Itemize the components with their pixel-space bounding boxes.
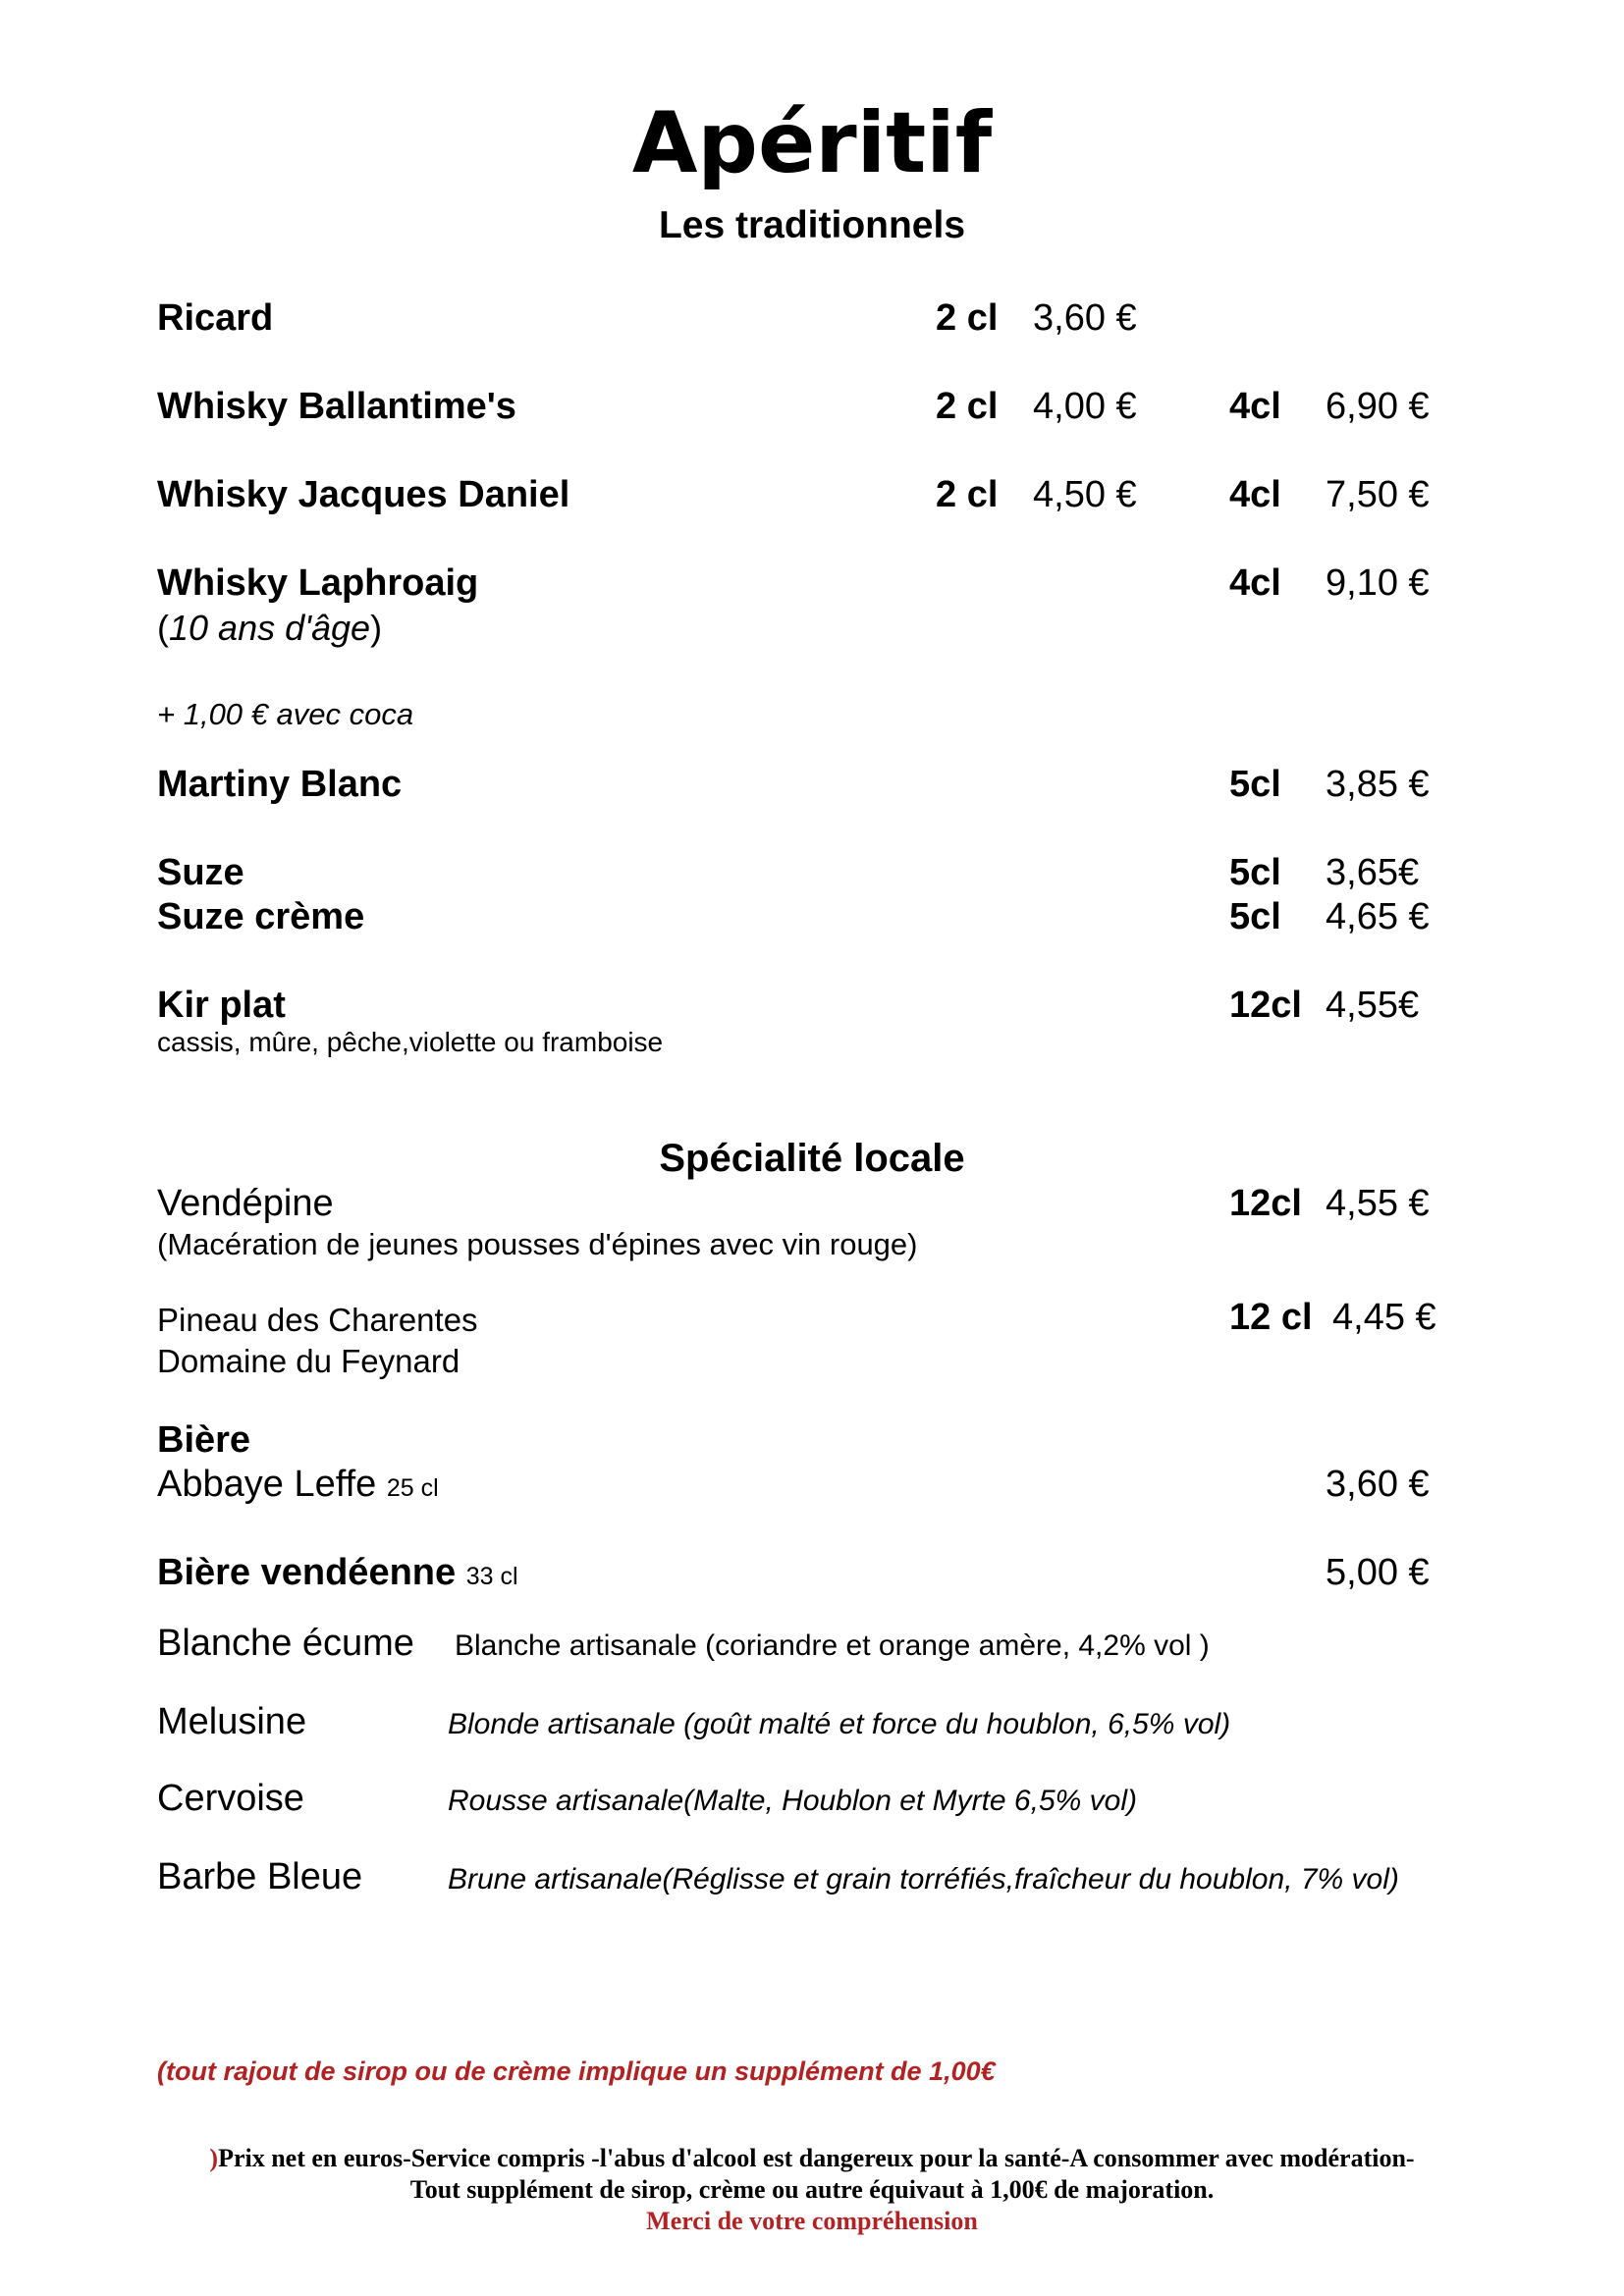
item-ballantimes-volume-small: 2 cl — [936, 386, 999, 427]
item-leffe-name: Abbaye Leffe — [157, 1464, 377, 1505]
item-laphroaig-price: 9,10 € — [1326, 562, 1430, 604]
item-suze-creme-volume: 5cl — [1229, 896, 1281, 937]
item-kir-name: Kir plat — [157, 985, 286, 1026]
item-ballantimes-price-large: 6,90 € — [1326, 386, 1430, 427]
craft-beer-description: Rousse artisanale(Malte, Houblon et Myrte 6,5% vol) — [448, 1785, 1137, 1817]
craft-beer-description: Brune artisanale(Réglisse et grain torréfiés,fraîcheur du houblon, 7% vol) — [448, 1863, 1399, 1896]
page-title: Apéritif — [631, 94, 993, 192]
item-ricard-volume: 2 cl — [936, 297, 999, 339]
footer-thanks: Merci de votre compréhension — [646, 2207, 978, 2235]
coca-supplement-note: + 1,00 € avec coca — [157, 697, 414, 731]
item-suze-price: 3,65€ — [1326, 852, 1420, 893]
section-heading-specialite: Spécialité locale — [659, 1137, 965, 1180]
item-vendepine-price: 4,55 € — [1326, 1183, 1430, 1224]
item-vendepine-name: Vendépine — [157, 1183, 334, 1224]
syrup-supplement-note: (tout rajout de sirop ou de crème implique un supplément de 1,00€ — [157, 2056, 996, 2086]
craft-beer-name: Melusine — [157, 1701, 307, 1742]
item-suze-name: Suze — [157, 852, 244, 893]
item-biere-vendeenne-size: 33 cl — [465, 1563, 518, 1590]
item-leffe-price: 3,60 € — [1326, 1464, 1430, 1505]
item-biere-vendeenne-price: 5,00 € — [1326, 1552, 1430, 1593]
craft-beer-description: Blanche artisanale (coriandre et orange amère, 4,2% vol ) — [455, 1629, 1210, 1662]
item-laphroaig-volume: 4cl — [1229, 562, 1281, 604]
item-ricard-price: 3,60 € — [1033, 297, 1137, 339]
item-ballantimes-price-small: 4,00 € — [1033, 386, 1137, 427]
item-ricard-name: Ricard — [157, 297, 274, 339]
item-laphroaig-name: Whisky Laphroaig — [157, 562, 479, 604]
craft-beer-name: Cervoise — [157, 1778, 304, 1819]
item-ballantimes-volume-large: 4cl — [1229, 386, 1281, 427]
item-pineau-volume: 12 cl — [1229, 1297, 1313, 1338]
craft-beer-name: Barbe Bleue — [157, 1856, 363, 1897]
item-laphroaig-age: (10 ans d'âge) — [157, 608, 383, 648]
item-pineau-name: Pineau des Charentes — [157, 1302, 478, 1338]
item-vendepine-volume: 12cl — [1229, 1183, 1302, 1224]
footer-legal-text: Prix net en euros-Service compris -l'abus d'alcool est dangereux pour la santé-A consommer avec modération- — [218, 2144, 1415, 2172]
section-heading-biere: Bière — [157, 1419, 251, 1461]
item-jacques-daniel-name: Whisky Jacques Daniel — [157, 474, 570, 515]
item-jacques-daniel-price-small: 4,50 € — [1033, 474, 1137, 515]
craft-beer-description: Blonde artisanale (goût malté et force du houblon, 6,5% vol) — [448, 1708, 1231, 1740]
footer-mark: ) — [209, 2144, 219, 2172]
item-jacques-daniel-price-large: 7,50 € — [1326, 474, 1430, 515]
item-martiny-name: Martiny Blanc — [157, 764, 403, 805]
item-kir-volume: 12cl — [1229, 985, 1302, 1026]
item-leffe-size: 25 cl — [386, 1474, 439, 1502]
footer-line-1 — [0, 2146, 1624, 2171]
item-martiny-price: 3,85 € — [1326, 764, 1430, 805]
item-suze-volume: 5cl — [1229, 852, 1281, 893]
item-pineau-price: 4,45 € — [1332, 1297, 1436, 1338]
item-suze-creme-price: 4,65 € — [1326, 896, 1430, 937]
item-kir-flavours: cassis, mûre, pêche,violette ou framboise — [157, 1027, 664, 1057]
item-vendepine-description: (Macération de jeunes pousses d'épines avec vin rouge) — [157, 1227, 918, 1261]
section-heading-traditionnels: Les traditionnels — [658, 204, 966, 246]
item-kir-price: 4,55€ — [1326, 985, 1420, 1026]
item-ballantimes-name: Whisky Ballantime's — [157, 386, 516, 427]
item-jacques-daniel-volume-small: 2 cl — [936, 474, 999, 515]
footer-line-2: Tout supplément de sirop, crème ou autre équivaut à 1,00€ de majoration. — [409, 2175, 1215, 2204]
item-biere-vendeenne-name: Bière vendéenne — [157, 1552, 457, 1593]
item-leffe — [157, 1466, 439, 1503]
item-suze-creme-name: Suze crème — [157, 896, 365, 937]
item-biere-vendeenne — [157, 1554, 518, 1591]
craft-beer-name: Blanche écume — [157, 1623, 414, 1664]
item-pineau-domaine: Domaine du Feynard — [157, 1343, 460, 1379]
item-jacques-daniel-volume-large: 4cl — [1229, 474, 1281, 515]
item-martiny-volume: 5cl — [1229, 764, 1281, 805]
